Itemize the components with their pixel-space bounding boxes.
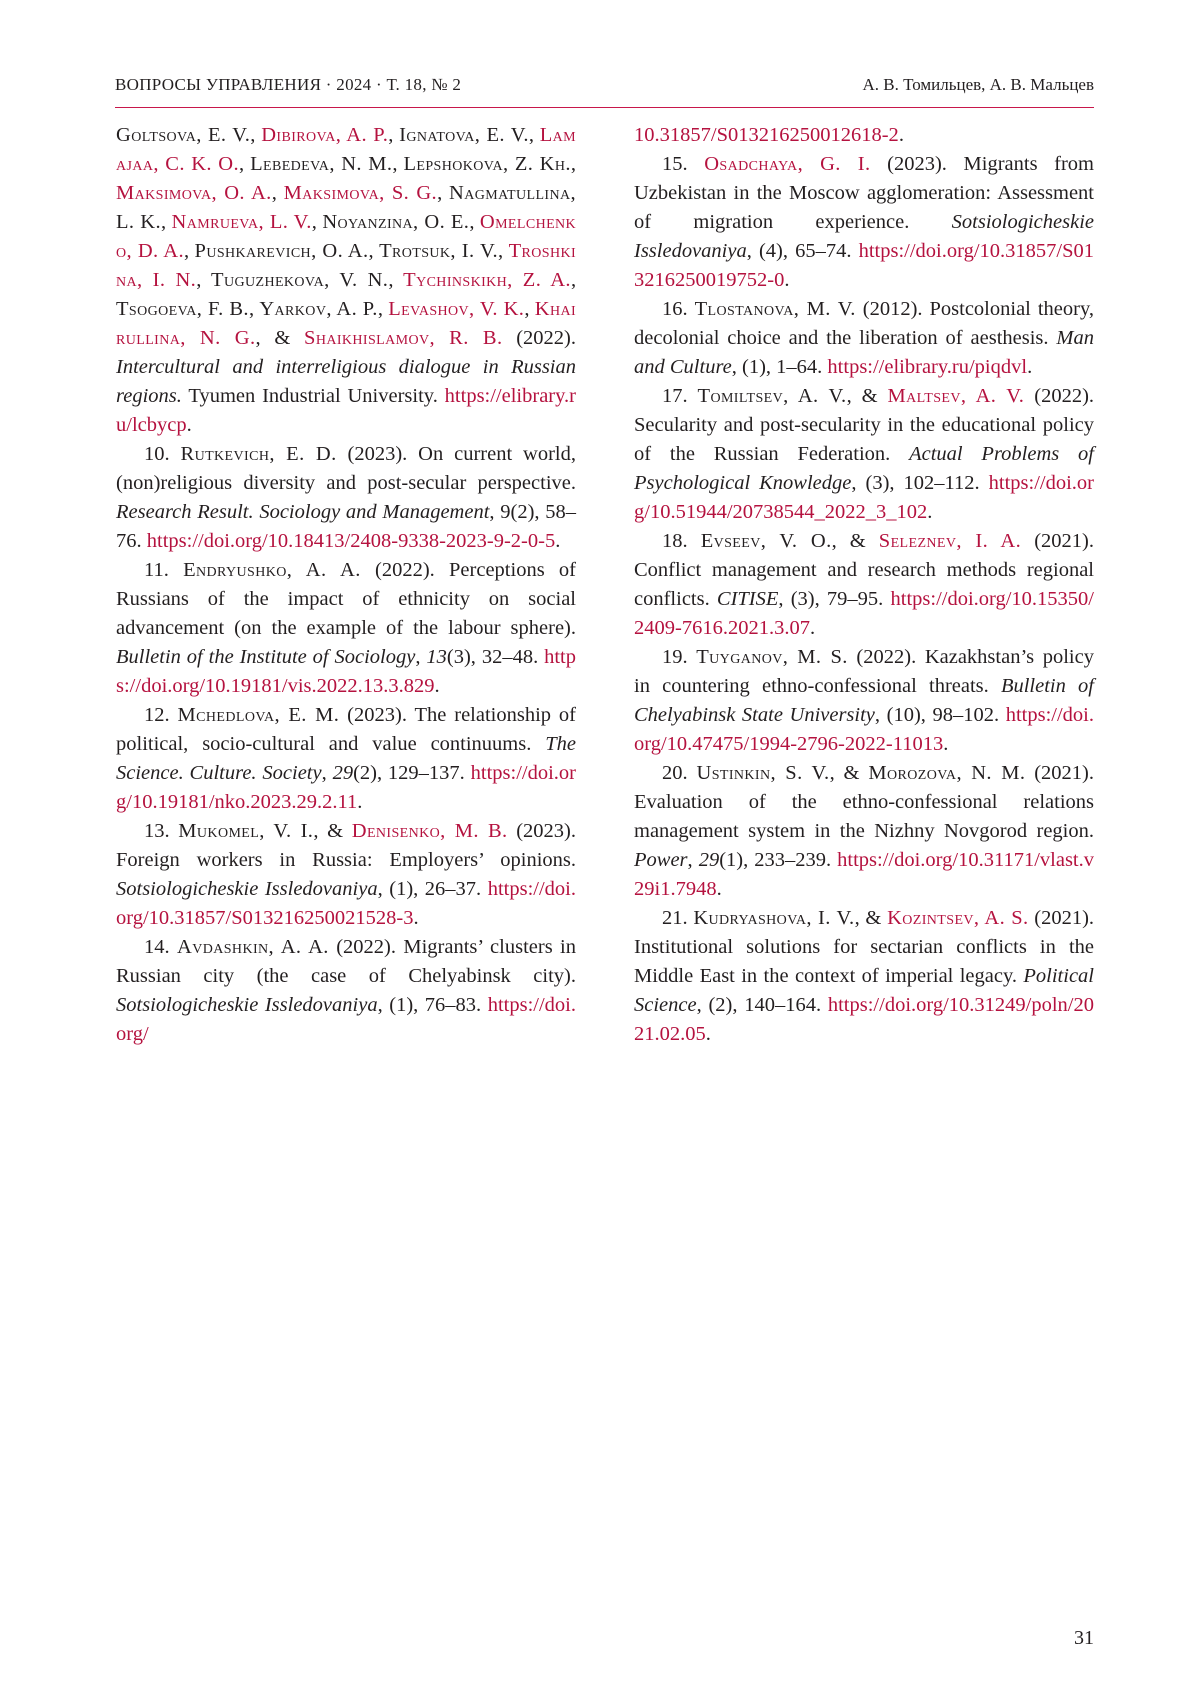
reference-author: Nagmatullina, L. K. [116, 182, 576, 233]
reference-text: . [927, 501, 932, 523]
reference-author: Tomiltsev, A. V. [698, 385, 847, 407]
reference-link[interactable]: https://doi.org/10.51944/20738544_2022_3_102 [634, 472, 1094, 523]
reference-link[interactable]: https://doi.org/10.18413/2408-9338-2023-9-2-0-5 [147, 530, 555, 552]
reference-author[interactable]: Maksimova, S. G. [284, 182, 437, 204]
reference-text: , [322, 762, 333, 784]
reference-text: , 9(2), 58–76. [116, 501, 576, 552]
reference-entry [634, 382, 1094, 527]
reference-author[interactable]: Seleznev, I. A. [879, 530, 1021, 552]
reference-text: , (4), 65–74. [747, 240, 859, 262]
reference-text: (2023). The relationship of political, socio-cultural and value continuums. [116, 704, 576, 755]
reference-text: , & [830, 762, 869, 784]
reference-text: (2), 129–137. [353, 762, 471, 784]
references-left-column [116, 121, 576, 1049]
reference-author: Lebedeva, N. M. [250, 153, 392, 175]
reference-text: (1), 233–239. [719, 849, 837, 871]
reference-author: Rutkevich, E. D. [181, 443, 337, 465]
reference-author: Tsogoeva, F. B. [116, 298, 249, 320]
reference-link[interactable]: https://doi.org/10.19181/nko.2023.29.2.11 [116, 762, 576, 813]
reference-link[interactable]: https://doi.org/10.19181/vis.2022.13.3.829 [116, 646, 576, 697]
reference-text: . [943, 733, 948, 755]
reference-number: 14. [144, 936, 177, 958]
running-header [115, 71, 1094, 108]
reference-text: , [378, 298, 388, 320]
reference-entry [116, 440, 576, 556]
reference-source: 29 [699, 849, 720, 871]
reference-author: Lepshokova, Z. Kh. [404, 153, 571, 175]
reference-author: Mukomel, V. I. [178, 820, 313, 842]
reference-text: , [571, 269, 576, 291]
reference-text: . [1027, 356, 1032, 378]
reference-entry [116, 701, 576, 817]
reference-number: 19. [662, 646, 696, 668]
reference-link[interactable]: https://doi.org/10.31857/S013216250019752-0 [634, 240, 1094, 291]
reference-text: , [388, 124, 399, 146]
reference-entry [116, 121, 576, 440]
reference-text: , [392, 153, 403, 175]
reference-text: . [435, 675, 440, 697]
article-authors: А. В. Томильцев, А. В. Мальцев [863, 75, 1095, 95]
reference-author: Endryushko, A. A. [183, 559, 361, 581]
reference-source: Man and Culture [634, 327, 1094, 378]
reference-text: , [529, 124, 540, 146]
reference-text: , [196, 269, 211, 291]
reference-author[interactable]: Shaikhislamov, R. B. [304, 327, 502, 349]
reference-author: Ustinkin, S. V. [696, 762, 829, 784]
reference-entry [634, 643, 1094, 759]
reference-author[interactable]: Maltsev, A. V. [887, 385, 1024, 407]
reference-text: , [524, 298, 534, 320]
reference-source: Political Science [634, 965, 1094, 1016]
reference-text: , [571, 153, 576, 175]
reference-text: . [717, 878, 722, 900]
reference-text: , (2), 140–164. [697, 994, 828, 1016]
reference-author: Goltsova, E. V. [116, 124, 250, 146]
reference-number: 21. [662, 907, 693, 929]
reference-author[interactable]: Levashov, V. K. [388, 298, 524, 320]
reference-text: , [312, 211, 323, 233]
reference-text: , (1), 76–83. [378, 994, 488, 1016]
reference-author: Tuyganov, M. S. [696, 646, 848, 668]
reference-source: Bulletin of Chelyabinsk State University [634, 675, 1094, 726]
reference-text: , [388, 269, 403, 291]
reference-text: (2021). Conflict management and research methods regional conflicts. [634, 530, 1094, 610]
reference-link[interactable]: https://doi.org/10.31857/S013216250021528-3 [116, 878, 576, 929]
reference-entry [634, 121, 1094, 150]
reference-text: , (10), 98–102. [875, 704, 1006, 726]
reference-text: , & [847, 385, 888, 407]
page-number: 31 [1074, 1627, 1094, 1650]
reference-number: 20. [662, 762, 696, 784]
reference-source: Actual Problems of Psychological Knowledge [634, 443, 1094, 494]
reference-author: Morozova, N. M. [868, 762, 1025, 784]
reference-text: , [369, 240, 380, 262]
reference-author: Yarkov, A. P. [259, 298, 378, 320]
reference-author: Pushkarevich, O. A. [195, 240, 369, 262]
reference-author: Trotsuk, I. V. [379, 240, 498, 262]
reference-link[interactable]: https://elibrary.ru/piqdvl [827, 356, 1027, 378]
reference-text: , [498, 240, 509, 262]
reference-text: , [469, 211, 480, 233]
reference-entry [634, 150, 1094, 295]
reference-number: 10. [144, 443, 181, 465]
reference-text: (2022). Kazakhstan’s policy in countering ethno-confessional threats. [634, 646, 1094, 697]
reference-number: 16. [662, 298, 695, 320]
reference-text: , & [855, 907, 887, 929]
reference-link[interactable]: https://doi.org/10.31249/poln/2021.02.05 [634, 994, 1094, 1045]
reference-author[interactable]: Khairullina, N. G. [116, 298, 576, 349]
reference-text: . [357, 791, 362, 813]
reference-text: , [239, 153, 250, 175]
reference-text: , [161, 211, 172, 233]
reference-text: , (3), 79–95. [778, 588, 890, 610]
reference-author[interactable]: Maksimova, O. A. [116, 182, 272, 204]
reference-text: (2023). On current world, (non)religious diversity and post-secular perspective. [116, 443, 576, 494]
journal-title: ВОПРОСЫ УПРАВЛЕНИЯ · 2024 · Т. 18, № 2 [115, 75, 461, 95]
reference-author: Noyanzina, O. E. [322, 211, 469, 233]
reference-author[interactable]: Tychinskikh, Z. A. [403, 269, 571, 291]
reference-text: (2023). Migrants from Uzbekistan in the Moscow agglomeration: Assessment of migration experience. [634, 153, 1094, 233]
reference-entry [116, 556, 576, 701]
reference-text: , & [832, 530, 879, 552]
reference-author[interactable]: Namrueva, L. V. [172, 211, 312, 233]
reference-author: Mchedlova, E. M. [178, 704, 340, 726]
reference-text: (2022). Secularity and post-secularity in the educational policy of the Russian Federation. [634, 385, 1094, 465]
reference-text: (2021). Evaluation of the ethno-confessional relations management system in the Nizhny Novgorod region. [634, 762, 1094, 842]
reference-text: , (1), 1–64. [732, 356, 828, 378]
reference-entry [634, 527, 1094, 643]
reference-author: Tlostanova, M. V. [695, 298, 856, 320]
references-right-column [634, 121, 1094, 1049]
reference-text: , [415, 646, 426, 668]
reference-author[interactable]: Troshkina, I. N. [116, 240, 576, 291]
reference-text: . [784, 269, 789, 291]
reference-text: , [272, 182, 284, 204]
reference-source: 29 [333, 762, 354, 784]
reference-text: (3), 32–48. [447, 646, 544, 668]
reference-text: . [413, 907, 418, 929]
reference-text: . [187, 414, 192, 436]
reference-author[interactable]: Lamajaa, C. K. O. [116, 124, 576, 175]
reference-author: Ignatova, E. V. [399, 124, 529, 146]
reference-text: , [184, 240, 195, 262]
reference-link[interactable]: https://doi.org/10.47475/1994-2796-2022-11013 [634, 704, 1094, 755]
reference-text: . [810, 617, 815, 639]
reference-text: . [555, 530, 560, 552]
reference-entry [116, 933, 576, 1049]
reference-link[interactable]: 10.31857/S013216250012618-2 [634, 124, 899, 146]
reference-text: . [706, 1023, 711, 1045]
reference-author: Evseev, V. O. [701, 530, 832, 552]
reference-text: , [250, 124, 261, 146]
reference-source: CITISE [717, 588, 779, 610]
reference-number: 18. [662, 530, 701, 552]
reference-entry [634, 295, 1094, 382]
reference-text: (2012). Postcolonial theory, decolonial choice and the liberation of aesthesis. [634, 298, 1094, 349]
reference-author: Avdashkin, A. A. [177, 936, 329, 958]
reference-number: 12. [144, 704, 178, 726]
reference-number: 11. [144, 559, 183, 581]
reference-text: (2022). Migrants’ clusters in Russian city (the case of Chelyabinsk city). [116, 936, 576, 987]
reference-text: . [899, 124, 904, 146]
reference-entry [116, 817, 576, 933]
reference-source: Research Result. Sociology and Management [116, 501, 489, 523]
reference-text: , [437, 182, 449, 204]
reference-source: 13 [426, 646, 447, 668]
reference-source: Bulletin of the Institute of Sociology [116, 646, 415, 668]
reference-link[interactable]: https://doi.org/10.15350/2409-7616.2021.3.07 [634, 588, 1094, 639]
reference-text: , & [255, 327, 304, 349]
reference-text: (2022). Perceptions of Russians of the impact of ethnicity on social advancement (on the example of the labour sphere). [116, 559, 576, 639]
reference-text: (2021). Institutional solutions for sectarian conflicts in the Middle East in the context of imperial legacy. [634, 907, 1094, 987]
reference-source: Power [634, 849, 688, 871]
reference-author[interactable]: Omelchenko, D. A. [116, 211, 576, 262]
reference-source: Sotsiologicheskie Issledovaniya [116, 994, 378, 1016]
reference-source: Sotsiologicheskie Issledovaniya [634, 211, 1094, 262]
reference-source: Sotsiologicheskie Issledovaniya [116, 878, 378, 900]
reference-author[interactable]: Dibirova, A. P. [261, 124, 388, 146]
reference-link[interactable]: https://doi.org/10.31171/vlast.v29i1.7948 [634, 849, 1094, 900]
reference-entry [634, 759, 1094, 904]
reference-author[interactable]: Kozintsev, A. S. [887, 907, 1028, 929]
reference-link[interactable]: https://doi.org/ [116, 994, 576, 1045]
reference-text: , [688, 849, 699, 871]
reference-author: Kudryashova, I. V. [693, 907, 854, 929]
reference-text: (2022). [502, 327, 576, 349]
reference-author[interactable]: Denisenko, M. B. [352, 820, 508, 842]
reference-number: 15. [662, 153, 704, 175]
reference-text: (2023). Foreign workers in Russia: Employers’ opinions. [116, 820, 576, 871]
reference-entry [634, 904, 1094, 1049]
reference-source: Intercultural and interreligious dialogue in Russian regions. [116, 356, 576, 407]
reference-text: , [249, 298, 259, 320]
reference-link[interactable]: https://elibrary.ru/lcbycp [116, 385, 576, 436]
reference-text: , (1), 26–37. [378, 878, 488, 900]
reference-number: 17. [662, 385, 698, 407]
reference-text: , & [313, 820, 351, 842]
reference-author[interactable]: Osadchaya, G. I. [704, 153, 870, 175]
reference-text: , (3), 102–112. [851, 472, 988, 494]
reference-source: The Science. Culture. Society [116, 733, 576, 784]
reference-number: 13. [144, 820, 178, 842]
reference-author: Tuguzhekova, V. N. [211, 269, 388, 291]
reference-text: Tyumen Industrial University. [182, 385, 445, 407]
